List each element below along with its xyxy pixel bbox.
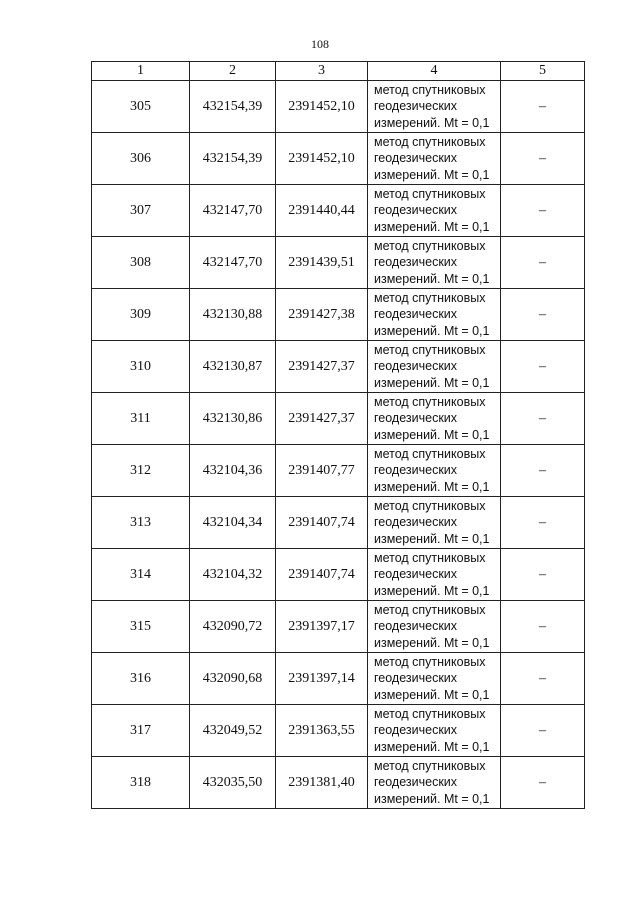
y-coordinate-cell: 2391397,17	[276, 601, 368, 653]
method-cell: метод спутниковых геодезических измерений. Mt = 0,1	[368, 549, 501, 601]
y-coordinate-cell: 2391397,14	[276, 653, 368, 705]
method-cell: метод спутниковых геодезических измерений. Mt = 0,1	[368, 237, 501, 289]
table-row	[92, 237, 585, 289]
note-cell: –	[501, 497, 585, 549]
x-coordinate-cell: 432104,36	[190, 445, 276, 497]
method-cell: метод спутниковых геодезических измерений. Mt = 0,1	[368, 653, 501, 705]
note-cell: –	[501, 757, 585, 809]
note-cell: –	[501, 445, 585, 497]
point-number-cell: 308	[92, 237, 190, 289]
table-row	[92, 445, 585, 497]
x-coordinate-cell: 432130,86	[190, 393, 276, 445]
y-coordinate-cell: 2391452,10	[276, 133, 368, 185]
method-cell: метод спутниковых геодезических измерений. Mt = 0,1	[368, 757, 501, 809]
point-number-cell: 311	[92, 393, 190, 445]
point-number-cell: 316	[92, 653, 190, 705]
note-cell: –	[501, 601, 585, 653]
point-number-cell: 309	[92, 289, 190, 341]
point-number-cell: 318	[92, 757, 190, 809]
note-cell: –	[501, 81, 585, 133]
x-coordinate-cell: 432035,50	[190, 757, 276, 809]
y-coordinate-cell: 2391452,10	[276, 81, 368, 133]
method-cell: метод спутниковых геодезических измерений. Mt = 0,1	[368, 705, 501, 757]
point-number-cell: 317	[92, 705, 190, 757]
method-cell: метод спутниковых геодезических измерений. Mt = 0,1	[368, 289, 501, 341]
note-cell: –	[501, 237, 585, 289]
x-coordinate-cell: 432130,88	[190, 289, 276, 341]
note-cell: –	[501, 549, 585, 601]
y-coordinate-cell: 2391407,74	[276, 549, 368, 601]
method-cell: метод спутниковых геодезических измерений. Mt = 0,1	[368, 445, 501, 497]
note-cell: –	[501, 185, 585, 237]
point-number-cell: 305	[92, 81, 190, 133]
table-row	[92, 601, 585, 653]
y-coordinate-cell: 2391407,74	[276, 497, 368, 549]
table-row	[92, 341, 585, 393]
method-cell: метод спутниковых геодезических измерений. Mt = 0,1	[368, 133, 501, 185]
point-number-cell: 307	[92, 185, 190, 237]
point-number-cell: 310	[92, 341, 190, 393]
column-header: 3	[276, 62, 368, 81]
table-row	[92, 549, 585, 601]
method-cell: метод спутниковых геодезических измерений. Mt = 0,1	[368, 601, 501, 653]
x-coordinate-cell: 432154,39	[190, 81, 276, 133]
x-coordinate-cell: 432130,87	[190, 341, 276, 393]
x-coordinate-cell: 432147,70	[190, 185, 276, 237]
note-cell: –	[501, 653, 585, 705]
table-row	[92, 497, 585, 549]
y-coordinate-cell: 2391439,51	[276, 237, 368, 289]
table-row	[92, 393, 585, 445]
table-row	[92, 705, 585, 757]
table-row	[92, 81, 585, 133]
x-coordinate-cell: 432104,32	[190, 549, 276, 601]
note-cell: –	[501, 705, 585, 757]
method-cell: метод спутниковых геодезических измерений. Mt = 0,1	[368, 81, 501, 133]
table-row	[92, 289, 585, 341]
x-coordinate-cell: 432090,72	[190, 601, 276, 653]
x-coordinate-cell: 432147,70	[190, 237, 276, 289]
table-header-row	[92, 62, 585, 81]
column-header: 5	[501, 62, 585, 81]
y-coordinate-cell: 2391381,40	[276, 757, 368, 809]
point-number-cell: 306	[92, 133, 190, 185]
x-coordinate-cell: 432090,68	[190, 653, 276, 705]
x-coordinate-cell: 432154,39	[190, 133, 276, 185]
y-coordinate-cell: 2391427,38	[276, 289, 368, 341]
y-coordinate-cell: 2391440,44	[276, 185, 368, 237]
table-body	[92, 62, 585, 809]
coordinates-table	[91, 61, 585, 809]
y-coordinate-cell: 2391363,55	[276, 705, 368, 757]
note-cell: –	[501, 289, 585, 341]
table-row	[92, 757, 585, 809]
point-number-cell: 314	[92, 549, 190, 601]
page-number: 108	[311, 37, 329, 51]
table-row	[92, 133, 585, 185]
point-number-cell: 313	[92, 497, 190, 549]
method-cell: метод спутниковых геодезических измерений. Mt = 0,1	[368, 497, 501, 549]
note-cell: –	[501, 341, 585, 393]
method-cell: метод спутниковых геодезических измерений. Mt = 0,1	[368, 393, 501, 445]
y-coordinate-cell: 2391427,37	[276, 393, 368, 445]
x-coordinate-cell: 432104,34	[190, 497, 276, 549]
point-number-cell: 312	[92, 445, 190, 497]
table-row	[92, 653, 585, 705]
x-coordinate-cell: 432049,52	[190, 705, 276, 757]
table-row	[92, 185, 585, 237]
point-number-cell: 315	[92, 601, 190, 653]
note-cell: –	[501, 393, 585, 445]
column-header: 4	[368, 62, 501, 81]
column-header: 1	[92, 62, 190, 81]
y-coordinate-cell: 2391427,37	[276, 341, 368, 393]
note-cell: –	[501, 133, 585, 185]
method-cell: метод спутниковых геодезических измерений. Mt = 0,1	[368, 341, 501, 393]
column-header: 2	[190, 62, 276, 81]
y-coordinate-cell: 2391407,77	[276, 445, 368, 497]
method-cell: метод спутниковых геодезических измерений. Mt = 0,1	[368, 185, 501, 237]
